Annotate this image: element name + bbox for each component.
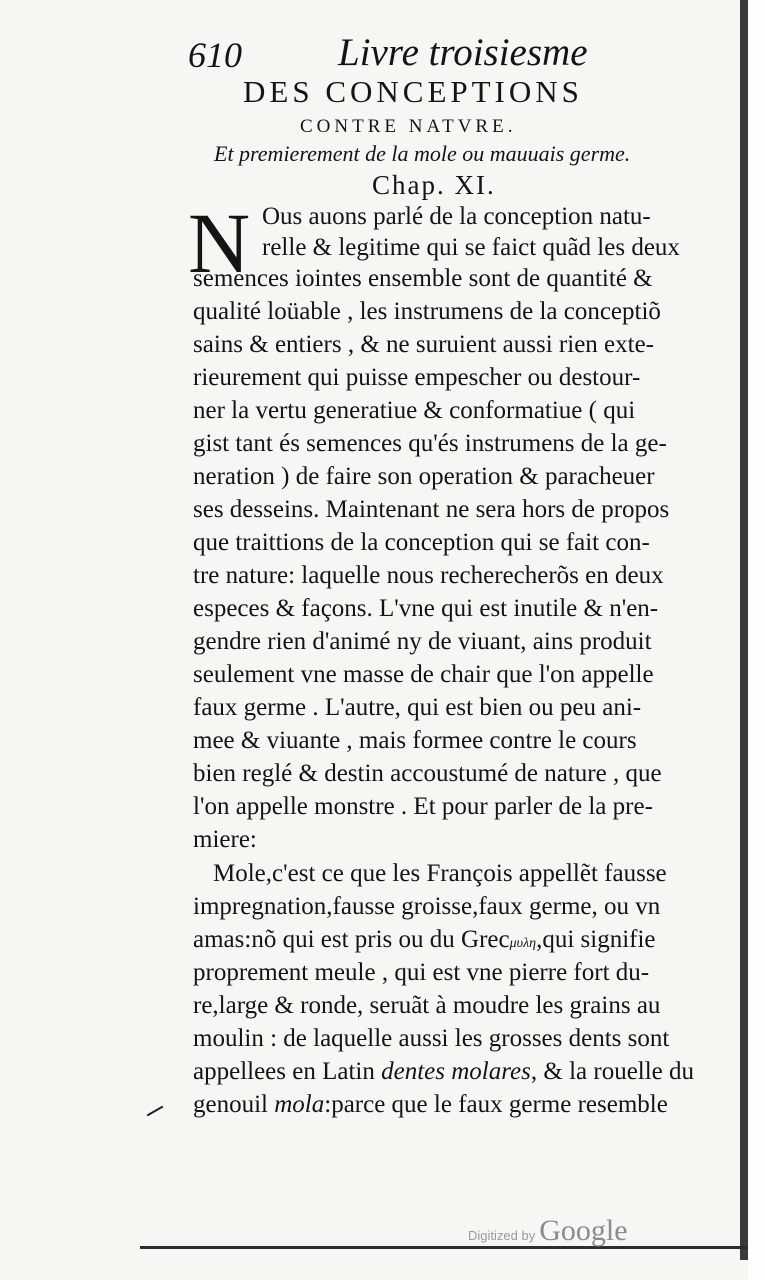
text-line [193, 925, 656, 959]
text-line: neration ) de faire son operation & paracheuer [193, 463, 655, 490]
text-line: mee & viuante , mais formee contre le cours [193, 727, 637, 754]
text-line [193, 1057, 694, 1087]
page-title: DES CONCEPTIONS [243, 74, 583, 109]
text-line: l'on appelle monstre . Et pour parler de la pre- [193, 793, 653, 820]
text-line [193, 1090, 668, 1120]
text-line: relle & legitime qui se faict quãd les deux [262, 234, 680, 261]
google-logo: Google [539, 1214, 628, 1247]
latin-term: dentes molares [381, 1058, 531, 1085]
text-line: qualité loüable , les instrumens de la conceptiõ [193, 298, 661, 325]
text-line: seulement vne masse de chair que l'on appelle [193, 661, 654, 688]
text-line: proprement meule , qui est vne pierre fort du- [193, 959, 650, 986]
text-run: :parce que le faux germe resemble [324, 1091, 668, 1118]
page-bottom-edge [140, 1246, 748, 1249]
text-line: ner la vertu generatiue & conformatiue ( qui [193, 397, 636, 424]
text-line: Mole,c'est ce que les François appellẽt fausse [213, 860, 667, 887]
scan-margin [748, 0, 765, 1280]
text-line: faux germe . L'autre, qui est bien ou peu ani- [193, 694, 642, 721]
text-line: tre nature: laquelle nous recherecherõs en deux [193, 562, 664, 589]
running-head: Livre troisiesme [338, 31, 588, 74]
text-line: especes & façons. L'vne qui est inutile & n'en- [193, 595, 659, 622]
greek-word: μυλη [509, 936, 537, 951]
text-line: semences iointes ensemble sont de quantité & [193, 265, 653, 292]
page-edge-shadow [740, 0, 748, 1260]
text-line: sains & entiers , & ne suruient aussi rien exte- [193, 331, 654, 358]
section-subheading: Et premierement de la mole ou mauuais germe. [214, 141, 631, 166]
text-line: gendre rien d'animé ny de viuant, ains produit [193, 628, 652, 655]
chapter-heading: Chap. XI. [372, 170, 496, 200]
text-line: Ous auons parlé de la conception natu- [262, 203, 651, 230]
latin-term: mola [274, 1091, 325, 1118]
text-line: gist tant és semences qu'és instrumens de la ge- [193, 430, 667, 457]
text-line: rieurement qui puisse empescher ou destour- [193, 364, 641, 391]
ink-mark [147, 1106, 164, 1117]
text-run: , & la rouelle du [530, 1058, 695, 1085]
text-line: que traittions de la conception qui se fait con- [193, 529, 650, 556]
page-number: 610 [188, 35, 242, 75]
digitization-watermark [468, 1214, 628, 1248]
text-line: bien reglé & destin accoustumé de nature , que [193, 760, 662, 787]
text-line: moulin : de laquelle aussi les grosses dents sont [193, 1025, 670, 1052]
text-line: re,large & ronde, seruãt à moudre les grains au [193, 992, 661, 1019]
text-run: genouil [193, 1091, 275, 1118]
text-line: ses desseins. Maintenant ne sera hors de propos [193, 496, 670, 523]
text-line: miere: [193, 826, 257, 853]
text-run: ,qui signifie [536, 926, 656, 953]
text-line: impregnation,fausse groisse,faux germe, ou vn [193, 893, 661, 920]
page-subtitle: CONTRE NATVRE. [300, 116, 517, 137]
text-run: appellees en Latin [193, 1058, 382, 1085]
text-run: amas:nõ qui est pris ou du Grec [193, 926, 510, 953]
watermark-prefix: Digitized by [468, 1228, 536, 1243]
drop-cap: N [188, 195, 251, 291]
